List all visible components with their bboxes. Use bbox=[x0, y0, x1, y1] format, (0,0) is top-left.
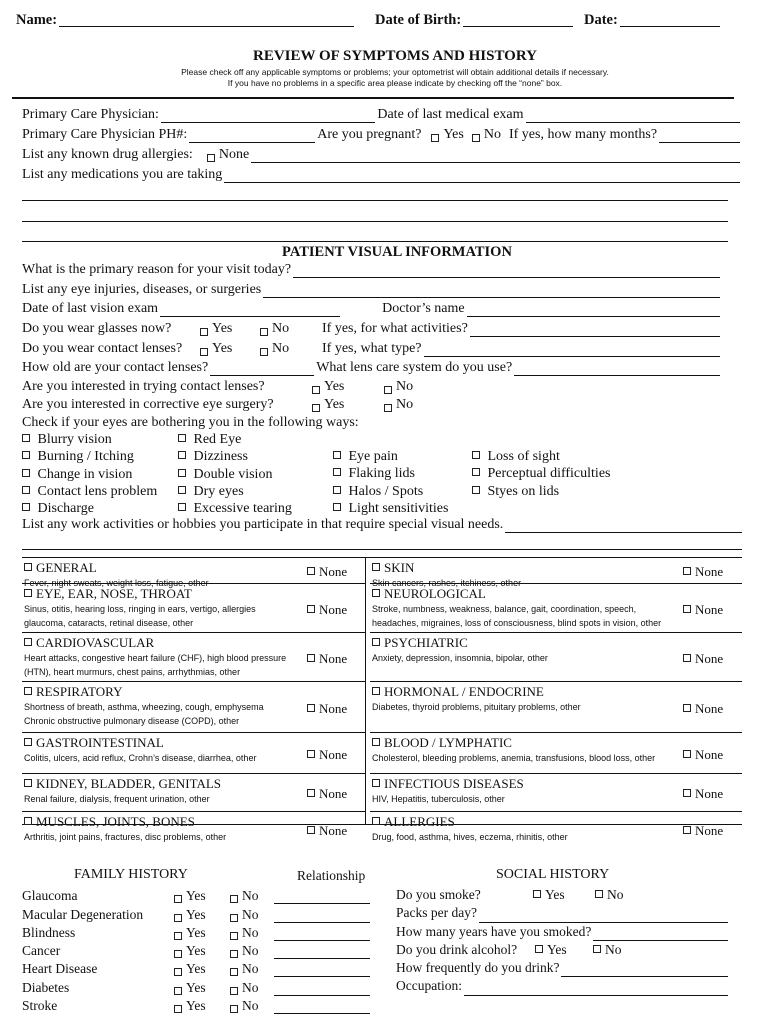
system-checkbox[interactable] bbox=[24, 687, 32, 695]
system-row bbox=[22, 681, 365, 733]
system-title: MUSCLES, JOINTS, BONES bbox=[24, 814, 195, 830]
system-none[interactable]: None bbox=[683, 651, 723, 667]
system-description: Anxiety, depression, insomnia, bipolar, other bbox=[372, 653, 548, 663]
relationship-header: Relationship bbox=[297, 868, 366, 883]
relationship-field[interactable] bbox=[274, 1001, 370, 1014]
condition-label: Stroke bbox=[22, 998, 58, 1014]
type-label: If yes, what type? bbox=[322, 341, 422, 356]
symptom-item[interactable]: Dry eyes bbox=[178, 483, 292, 500]
yes-label: Yes bbox=[324, 379, 345, 394]
reason-label: What is the primary reason for your visit today? bbox=[22, 262, 292, 277]
yes-label: Yes bbox=[545, 887, 565, 902]
system-title: RESPIRATORY bbox=[24, 684, 122, 700]
symptom-item[interactable]: Eye pain bbox=[333, 448, 448, 465]
pcp-field[interactable] bbox=[161, 110, 375, 123]
no-label: No bbox=[272, 341, 290, 356]
system-none[interactable]: None bbox=[683, 602, 723, 618]
family-no-checkbox[interactable] bbox=[230, 987, 238, 995]
smoke-row bbox=[396, 886, 730, 904]
symptom-item[interactable]: Red Eye bbox=[178, 431, 292, 448]
surgery-no-checkbox[interactable] bbox=[384, 404, 392, 412]
system-none[interactable]: None bbox=[307, 602, 347, 618]
none-checkbox[interactable] bbox=[307, 704, 315, 712]
pcp-label: Primary Care Physician: bbox=[22, 107, 159, 122]
system-row bbox=[370, 732, 742, 774]
pcp-phone-field[interactable] bbox=[189, 130, 315, 143]
social-history-list bbox=[396, 886, 730, 996]
medications-line-4[interactable] bbox=[22, 241, 728, 242]
none-checkbox[interactable] bbox=[307, 654, 315, 662]
symptom-checkbox[interactable] bbox=[333, 451, 341, 459]
family-yes-checkbox[interactable] bbox=[174, 987, 182, 995]
yes-label: Yes bbox=[443, 127, 464, 142]
none-checkbox[interactable] bbox=[683, 704, 691, 712]
months-label: If yes, how many months? bbox=[508, 127, 658, 142]
none-checkbox[interactable] bbox=[307, 750, 315, 758]
system-row bbox=[370, 583, 742, 633]
system-row bbox=[22, 632, 365, 682]
dob-field[interactable] bbox=[463, 12, 573, 27]
system-title: SKIN bbox=[372, 560, 414, 576]
system-checkbox[interactable] bbox=[372, 638, 380, 646]
none-checkbox[interactable] bbox=[683, 567, 691, 575]
symptom-item[interactable]: Dizziness bbox=[178, 448, 292, 465]
allergies-row bbox=[22, 147, 742, 163]
instructions-line-2: If you have no problems in a specific area please indicate by checking off the “none” box. bbox=[227, 78, 563, 88]
packs-field[interactable] bbox=[479, 910, 728, 923]
medications-line-3[interactable] bbox=[22, 221, 728, 222]
symptom-item[interactable]: Loss of sight bbox=[472, 448, 610, 465]
system-checkbox[interactable] bbox=[372, 589, 380, 597]
no-label: No bbox=[396, 397, 414, 412]
system-row bbox=[370, 773, 742, 812]
symptom-item[interactable]: Blurry vision bbox=[22, 431, 157, 448]
system-none[interactable]: None bbox=[307, 701, 347, 717]
system-description: Cholesterol, bleeding problems, anemia, transfusions, blood loss, other bbox=[372, 753, 656, 763]
alcohol-no-checkbox[interactable] bbox=[593, 945, 601, 953]
family-yes-checkbox[interactable] bbox=[174, 895, 182, 903]
medications-label: List any medications you are taking bbox=[22, 167, 223, 182]
last-vision-field[interactable] bbox=[160, 304, 340, 317]
doctor-field[interactable] bbox=[467, 304, 720, 317]
smoke-no-checkbox[interactable] bbox=[595, 890, 603, 898]
system-none[interactable]: None bbox=[683, 823, 723, 839]
system-none[interactable]: None bbox=[683, 564, 723, 580]
last-vision-row bbox=[22, 301, 722, 317]
system-title: PSYCHIATRIC bbox=[372, 635, 468, 651]
try-contacts-label: Are you interested in trying contact lenses? bbox=[22, 379, 265, 394]
try-contacts-row bbox=[22, 379, 742, 395]
symptom-checkbox[interactable] bbox=[472, 468, 480, 476]
lens-care-label: What lens care system do you use? bbox=[316, 360, 513, 375]
try-contacts-yes-checkbox[interactable] bbox=[312, 386, 320, 394]
system-checkbox[interactable] bbox=[24, 589, 32, 597]
medications-field[interactable] bbox=[224, 170, 740, 183]
alcohol-label: Do you drink alcohol? bbox=[396, 941, 518, 957]
system-description: Stroke, numbness, weakness, balance, gait, coordination, speech, headaches, migraines, loss of consciousness, blind spots in vision, other bbox=[372, 604, 662, 628]
system-none[interactable]: None bbox=[683, 747, 723, 763]
name-label: Name: bbox=[16, 12, 58, 28]
system-title: INFECTIOUS DISEASES bbox=[372, 776, 524, 792]
none-checkbox[interactable] bbox=[307, 567, 315, 575]
system-none[interactable]: None bbox=[683, 786, 723, 802]
try-contacts-no-checkbox[interactable] bbox=[384, 386, 392, 394]
symptom-item[interactable]: Excessive tearing bbox=[178, 500, 292, 517]
symptoms-col-4 bbox=[472, 448, 610, 500]
contacts-no-checkbox[interactable] bbox=[260, 348, 268, 356]
symptom-checkbox[interactable] bbox=[333, 468, 341, 476]
no-label: No bbox=[396, 379, 414, 394]
system-title: HORMONAL / ENDOCRINE bbox=[372, 684, 544, 700]
family-history-title: FAMILY HISTORY bbox=[74, 867, 188, 882]
packs-label: Packs per day? bbox=[396, 905, 477, 921]
alcohol-yes-checkbox[interactable] bbox=[535, 945, 543, 953]
contacts-age-row bbox=[22, 360, 722, 376]
occupation-row bbox=[396, 977, 730, 995]
surgery-label: Are you interested in corrective eye surgery? bbox=[22, 397, 274, 412]
system-checkbox[interactable] bbox=[372, 817, 380, 825]
relationship-field[interactable] bbox=[274, 891, 370, 904]
work-label: List any work activities or hobbies you participate in that require special visual needs. bbox=[22, 517, 504, 532]
yes-label: Yes bbox=[324, 397, 345, 412]
symptom-checkbox[interactable] bbox=[178, 434, 186, 442]
system-none[interactable]: None bbox=[307, 786, 347, 802]
column-divider bbox=[365, 558, 366, 824]
contacts-label: Do you wear contact lenses? bbox=[22, 341, 183, 356]
system-none[interactable]: None bbox=[307, 747, 347, 763]
none-checkbox[interactable] bbox=[307, 789, 315, 797]
system-description: Colitis, ulcers, acid reflux, Crohn’s disease, diarrhea, other bbox=[24, 753, 257, 763]
family-no-checkbox[interactable] bbox=[230, 950, 238, 958]
system-description: Heart attacks, congestive heart failure (CHF), high blood pressure (HTN), heart murmurs, chest pains, arrhythmias, other bbox=[24, 653, 287, 677]
injuries-field[interactable] bbox=[263, 285, 720, 298]
symptom-checkbox[interactable] bbox=[22, 451, 30, 459]
frequency-label: How frequently do you drink? bbox=[396, 960, 560, 976]
symptom-checkbox[interactable] bbox=[178, 469, 186, 477]
system-checkbox[interactable] bbox=[24, 563, 32, 571]
none-checkbox[interactable] bbox=[683, 605, 691, 613]
condition-label: Heart Disease bbox=[22, 961, 98, 977]
glasses-no-checkbox[interactable] bbox=[260, 328, 268, 336]
system-row bbox=[22, 583, 365, 633]
family-yes-checkbox[interactable] bbox=[174, 932, 182, 940]
last-exam-label: Date of last medical exam bbox=[377, 107, 524, 122]
symptom-checkbox[interactable] bbox=[178, 503, 186, 511]
activities-field[interactable] bbox=[470, 324, 720, 337]
surgery-row bbox=[22, 397, 742, 413]
work-row bbox=[22, 517, 744, 533]
system-description: Shortness of breath, asthma, wheezing, cough, emphysema Chronic obstructive pulmonary disease (COPD), other bbox=[24, 702, 264, 726]
system-checkbox[interactable] bbox=[24, 638, 32, 646]
symptom-checkbox[interactable] bbox=[472, 451, 480, 459]
family-history-row: Cancer Yes No bbox=[22, 941, 382, 959]
relationship-field[interactable] bbox=[274, 983, 370, 996]
yes-label: Yes bbox=[212, 341, 233, 356]
system-title: KIDNEY, BLADDER, GENITALS bbox=[24, 776, 221, 792]
symptom-item[interactable]: Light sensitivities bbox=[333, 500, 448, 517]
symptom-checkbox[interactable] bbox=[178, 451, 186, 459]
none-checkbox[interactable] bbox=[683, 750, 691, 758]
none-checkbox[interactable] bbox=[683, 789, 691, 797]
system-row bbox=[22, 811, 365, 848]
family-history-row: Diabetes Yes No bbox=[22, 977, 382, 995]
family-history-list bbox=[22, 886, 382, 1014]
family-no-checkbox[interactable] bbox=[230, 914, 238, 922]
system-row bbox=[370, 632, 742, 682]
family-history-row: Glaucoma Yes No bbox=[22, 886, 382, 904]
no-label: No bbox=[483, 127, 501, 142]
no-label: No bbox=[607, 887, 624, 902]
system-title: BLOOD / LYMPHATIC bbox=[372, 735, 512, 751]
years-field[interactable] bbox=[593, 928, 728, 941]
system-checkbox[interactable] bbox=[24, 817, 32, 825]
symptom-item[interactable]: Burning / Itching bbox=[22, 448, 157, 465]
frequency-row bbox=[396, 959, 730, 977]
work-line-2[interactable] bbox=[22, 549, 742, 550]
family-yes-checkbox[interactable] bbox=[174, 968, 182, 976]
bothering-row bbox=[22, 415, 742, 431]
reason-field[interactable] bbox=[293, 265, 720, 278]
date-field[interactable] bbox=[620, 12, 720, 27]
none-checkbox[interactable] bbox=[683, 654, 691, 662]
symptoms-col-3 bbox=[333, 448, 448, 517]
family-history-row: Stroke Yes No bbox=[22, 996, 382, 1014]
surgery-yes-checkbox[interactable] bbox=[312, 404, 320, 412]
relationship-field[interactable] bbox=[274, 964, 370, 977]
social-history-title: SOCIAL HISTORY bbox=[496, 867, 610, 882]
system-description: Diabetes, thyroid problems, pituitary problems, other bbox=[372, 702, 581, 712]
symptom-item[interactable]: Styes on lids bbox=[472, 483, 610, 500]
symptom-item[interactable]: Flaking lids bbox=[333, 465, 448, 482]
system-row bbox=[370, 681, 742, 733]
contacts-yes-checkbox[interactable] bbox=[200, 348, 208, 356]
system-none[interactable]: None bbox=[307, 823, 347, 839]
system-description: Drug, food, asthma, hives, eczema, rhinitis, other bbox=[372, 832, 568, 842]
family-history-row: Heart Disease Yes No bbox=[22, 959, 382, 977]
systems-table bbox=[22, 557, 742, 842]
family-no-checkbox[interactable] bbox=[230, 968, 238, 976]
family-history-row: Blindness Yes No bbox=[22, 923, 382, 941]
date-row bbox=[584, 12, 722, 29]
symptom-checkbox[interactable] bbox=[333, 486, 341, 494]
pregnant-label: Are you pregnant? bbox=[317, 127, 422, 142]
system-none[interactable]: None bbox=[307, 651, 347, 667]
system-description: Fever, night sweats, weight loss, fatigue, other bbox=[24, 578, 209, 588]
years-row bbox=[396, 923, 730, 941]
activities-label: If yes, for what activities? bbox=[322, 321, 468, 336]
symptom-checkbox[interactable] bbox=[333, 503, 341, 511]
system-checkbox[interactable] bbox=[372, 687, 380, 695]
symptom-checkbox[interactable] bbox=[472, 486, 480, 494]
allergies-field[interactable] bbox=[251, 150, 740, 163]
doctor-label: Doctor’s name bbox=[382, 301, 465, 316]
glasses-row bbox=[22, 321, 722, 337]
symptom-checkbox[interactable] bbox=[22, 503, 30, 511]
system-checkbox[interactable] bbox=[372, 738, 380, 746]
symptoms-col-1 bbox=[22, 431, 157, 517]
yes-label: Yes bbox=[212, 321, 233, 336]
yes-label: Yes bbox=[547, 941, 567, 957]
symptom-item[interactable]: Discharge bbox=[22, 500, 157, 517]
packs-row bbox=[396, 904, 730, 922]
date-label: Date: bbox=[584, 12, 618, 28]
work-field[interactable] bbox=[505, 520, 742, 533]
system-checkbox[interactable] bbox=[372, 563, 380, 571]
system-description: Sinus, otitis, hearing loss, ringing in ears, vertigo, allergies glaucoma, cataracts, retinal disease, other bbox=[24, 604, 256, 628]
pregnant-yes-checkbox[interactable] bbox=[431, 134, 439, 142]
system-none[interactable]: None bbox=[307, 564, 347, 580]
smoke-label: Do you smoke? bbox=[396, 887, 481, 902]
system-description: Arthritis, joint pains, fractures, disc problems, other bbox=[24, 832, 227, 842]
none-checkbox[interactable] bbox=[307, 826, 315, 834]
years-label: How many years have you smoked? bbox=[396, 923, 592, 939]
system-row bbox=[22, 558, 365, 588]
relationship-field[interactable] bbox=[274, 946, 370, 959]
last-exam-field[interactable] bbox=[526, 110, 740, 123]
symptom-checkbox[interactable] bbox=[178, 486, 186, 494]
contacts-age-field[interactable] bbox=[210, 363, 314, 376]
form-title: REVIEW OF SYMPTOMS AND HISTORY bbox=[253, 48, 537, 64]
system-row bbox=[22, 732, 365, 774]
system-title: GENERAL bbox=[24, 560, 97, 576]
system-checkbox[interactable] bbox=[24, 779, 32, 787]
symptom-checkbox[interactable] bbox=[22, 486, 30, 494]
instructions-line-1: Please check off any applicable symptoms or problems; your optometrist will obtain additional details if necessary. bbox=[181, 67, 609, 77]
lens-care-field[interactable] bbox=[514, 363, 720, 376]
injuries-row bbox=[22, 282, 722, 298]
glasses-label: Do you wear glasses now? bbox=[22, 321, 172, 336]
system-checkbox[interactable] bbox=[372, 779, 380, 787]
occupation-field[interactable] bbox=[464, 983, 728, 996]
frequency-field[interactable] bbox=[561, 964, 728, 977]
pcp-phone-label: Primary Care Physician PH#: bbox=[22, 127, 188, 142]
contacts-row bbox=[22, 341, 722, 357]
condition-label: Macular Degeneration bbox=[22, 906, 144, 922]
bothering-label: Check if your eyes are bothering you in the following ways: bbox=[22, 415, 359, 430]
family-history-row: Macular Degeneration Yes No bbox=[22, 904, 382, 922]
symptom-checkbox[interactable] bbox=[22, 469, 30, 477]
system-title: GASTROINTESTINAL bbox=[24, 735, 164, 751]
system-description: Renal failure, dialysis, frequent urination, other bbox=[24, 794, 210, 804]
name-row bbox=[16, 12, 356, 29]
allergies-none-checkbox[interactable] bbox=[207, 154, 215, 162]
condition-label: Cancer bbox=[22, 943, 61, 959]
visual-title: PATIENT VISUAL INFORMATION bbox=[282, 244, 512, 260]
condition-label: Blindness bbox=[22, 924, 76, 940]
reason-row bbox=[22, 262, 722, 278]
system-title: ALLERGIES bbox=[372, 814, 455, 830]
name-field[interactable] bbox=[59, 12, 354, 27]
symptom-item[interactable]: Change in vision bbox=[22, 466, 157, 483]
medications-line-2[interactable] bbox=[22, 200, 728, 201]
family-yes-checkbox[interactable] bbox=[174, 914, 182, 922]
dob-row bbox=[375, 12, 575, 29]
system-row bbox=[370, 558, 742, 588]
alcohol-row bbox=[396, 941, 730, 959]
condition-label: Diabetes bbox=[22, 979, 70, 995]
condition-label: Glaucoma bbox=[22, 888, 78, 904]
none-checkbox[interactable] bbox=[683, 826, 691, 834]
system-checkbox[interactable] bbox=[24, 738, 32, 746]
system-row bbox=[22, 773, 365, 812]
medications-row bbox=[22, 167, 742, 183]
symptom-item[interactable]: Perceptual difficulties bbox=[472, 465, 610, 482]
system-title: CARDIOVASCULAR bbox=[24, 635, 154, 651]
allergies-label: List any known drug allergies: bbox=[22, 147, 193, 162]
symptom-item[interactable]: Halos / Spots bbox=[333, 483, 448, 500]
no-label: No bbox=[605, 941, 622, 957]
family-no-checkbox[interactable] bbox=[230, 1005, 238, 1013]
relationship-field[interactable] bbox=[274, 928, 370, 941]
divider bbox=[12, 97, 734, 99]
injuries-label: List any eye injuries, diseases, or surgeries bbox=[22, 282, 262, 297]
symptoms-col-2 bbox=[178, 431, 292, 517]
symptom-item[interactable]: Contact lens problem bbox=[22, 483, 157, 500]
system-none[interactable]: None bbox=[683, 701, 723, 717]
system-title: EYE, EAR, NOSE, THROAT bbox=[24, 586, 192, 602]
type-field[interactable] bbox=[424, 344, 720, 357]
occupation-label: Occupation: bbox=[396, 978, 462, 994]
system-title: NEUROLOGICAL bbox=[372, 586, 486, 602]
symptom-item[interactable]: Double vision bbox=[178, 466, 292, 483]
smoke-yes-checkbox[interactable] bbox=[533, 890, 541, 898]
glasses-yes-checkbox[interactable] bbox=[200, 328, 208, 336]
family-yes-checkbox[interactable] bbox=[174, 1005, 182, 1013]
symptom-checkbox[interactable] bbox=[22, 434, 30, 442]
none-label: None bbox=[218, 147, 250, 162]
family-no-checkbox[interactable] bbox=[230, 895, 238, 903]
family-yes-checkbox[interactable] bbox=[174, 950, 182, 958]
system-row bbox=[370, 811, 742, 848]
pcp-row bbox=[22, 107, 742, 123]
dob-label: Date of Birth: bbox=[375, 12, 462, 28]
no-label: No bbox=[272, 321, 290, 336]
relationship-field[interactable] bbox=[274, 910, 370, 923]
none-checkbox[interactable] bbox=[307, 605, 315, 613]
last-vision-label: Date of last vision exam bbox=[22, 301, 159, 316]
months-field[interactable] bbox=[659, 130, 740, 143]
system-description: HIV, Hepatitis, tuberculosis, other bbox=[372, 794, 505, 804]
contacts-age-label: How old are your contact lenses? bbox=[22, 360, 209, 375]
pcp-phone-row bbox=[22, 127, 742, 143]
pregnant-no-checkbox[interactable] bbox=[472, 134, 480, 142]
family-no-checkbox[interactable] bbox=[230, 932, 238, 940]
system-description: Skin cancers, rashes, itchiness, other bbox=[372, 578, 522, 588]
